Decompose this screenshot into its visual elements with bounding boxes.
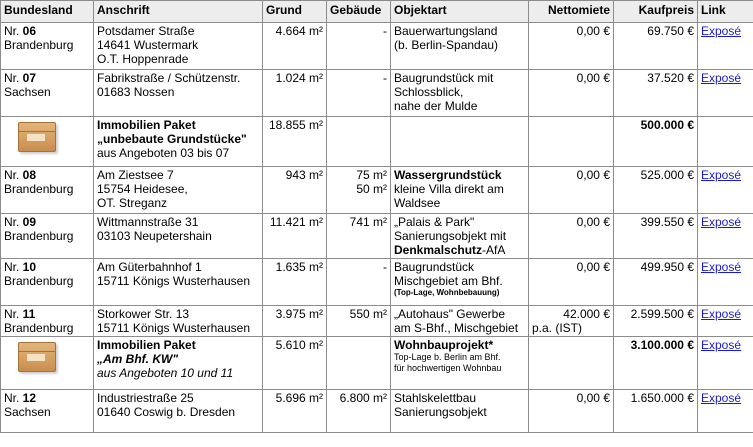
grund-cell: 18.855 m² (263, 117, 327, 167)
expose-link[interactable]: Exposé (701, 24, 742, 38)
grund-cell: 5.610 m² (263, 337, 327, 390)
bundesland-cell: Nr. 11 Brandenburg (1, 306, 94, 337)
table-row (1, 259, 753, 306)
address-cell: Wittmannstraße 31 03103 Neupetershain (94, 214, 263, 259)
grund-cell: 3.975 m² (263, 306, 327, 337)
col-header-nettomiete: Nettomiete (529, 1, 614, 23)
link-cell (698, 259, 753, 306)
listing-number: 06 (22, 24, 37, 38)
gebaeude-cell: - (327, 23, 391, 70)
expose-link[interactable]: Exposé (701, 260, 742, 274)
bundesland-cell: Nr. 07 Sachsen (1, 70, 94, 117)
link-cell (698, 337, 753, 390)
gebaeude-cell: 6.800 m² (327, 390, 391, 433)
grund-cell: 943 m² (263, 167, 327, 214)
nettomiete-cell (529, 117, 614, 167)
table-row (1, 214, 753, 259)
package-row (1, 337, 753, 390)
header-row (1, 1, 753, 23)
kaufpreis-cell: 37.520 € (614, 70, 698, 117)
grund-cell: 11.421 m² (263, 214, 327, 259)
listing-number: 09 (22, 215, 37, 229)
col-header-gebaeude: Gebäude (327, 1, 391, 23)
address-cell: Storkower Str. 13 15711 Königs Wusterhausen (94, 306, 263, 337)
objektart-cell: „Autohaus" Gewerbe am S-Bhf., Mischgebiet (391, 306, 529, 337)
expose-link[interactable]: Exposé (701, 391, 742, 405)
gebaeude-cell (327, 337, 391, 390)
kaufpreis-cell: 500.000 € (614, 117, 698, 167)
objektart-cell: Wassergrundstück kleine Villa direkt am Waldsee (391, 167, 529, 214)
nettomiete-cell (529, 337, 614, 390)
col-header-anschrift: Anschrift (94, 1, 263, 23)
objektart-cell: Baugrundstück mit Schlossblick, nahe der Mulde (391, 70, 529, 117)
kaufpreis-cell: 3.100.000 € (614, 337, 698, 390)
link-cell (698, 23, 753, 70)
listing-number: 10 (22, 260, 37, 274)
objektart-cell: Baugrundstück Mischgebiet am Bhf. (Top-Lage, Wohnbebauung) (391, 259, 529, 306)
expose-link[interactable]: Exposé (701, 215, 742, 229)
package-description-cell: Immobilien Paket „unbebaute Grundstücke" aus Angeboten 03 bis 07 (94, 117, 263, 167)
address-cell: Industriestraße 25 01640 Coswig b. Dresden (94, 390, 263, 433)
address-cell: Am Ziestsee 7 15754 Heidesee, OT. Streganz (94, 167, 263, 214)
kaufpreis-cell: 69.750 € (614, 23, 698, 70)
listing-number: 11 (22, 307, 36, 321)
kaufpreis-cell: 399.550 € (614, 214, 698, 259)
objektart-cell: Stahlskelettbau Sanierungsobjekt (391, 390, 529, 433)
bundesland-cell: Nr. 06 Brandenburg (1, 23, 94, 70)
expose-link[interactable]: Exposé (701, 71, 742, 85)
objektart-cell: „Palais & Park" Sanierungsobjekt mit Denkmalschutz-AfA (391, 214, 529, 259)
col-header-objektart: Objektart (391, 1, 529, 23)
objektart-cell: Wohnbauprojekt* Top-Lage b. Berlin am Bhf. für hochwertigen Wohnbau (391, 337, 529, 390)
bundesland-cell: Nr. 10 Brandenburg (1, 259, 94, 306)
listing-number: 08 (22, 168, 37, 182)
link-cell (698, 390, 753, 433)
nettomiete-cell: 0,00 € (529, 70, 614, 117)
nettomiete-cell: 42.000 € p.a. (IST) (529, 306, 614, 337)
table-row (1, 167, 753, 214)
link-cell (698, 306, 753, 337)
gebaeude-cell: 741 m² (327, 214, 391, 259)
kaufpreis-cell: 499.950 € (614, 259, 698, 306)
objektart-cell: Bauerwartungsland (b. Berlin-Spandau) (391, 23, 529, 70)
col-header-kaufpreis: Kaufpreis (614, 1, 698, 23)
link-cell (698, 70, 753, 117)
kaufpreis-cell: 2.599.500 € (614, 306, 698, 337)
package-box-icon (18, 342, 56, 372)
package-image-cell (1, 117, 94, 167)
gebaeude-cell: - (327, 70, 391, 117)
listing-number: 12 (22, 391, 37, 405)
nettomiete-cell: 0,00 € (529, 259, 614, 306)
col-header-bundesland: Bundesland (1, 1, 94, 23)
kaufpreis-cell: 525.000 € (614, 167, 698, 214)
address-cell: Fabrikstraße / Schützenstr. 01683 Nossen (94, 70, 263, 117)
kaufpreis-cell: 1.650.000 € (614, 390, 698, 433)
gebaeude-cell (327, 117, 391, 167)
nettomiete-cell: 0,00 € (529, 390, 614, 433)
package-box-icon (18, 122, 56, 152)
expose-link[interactable]: Exposé (701, 338, 742, 352)
gebaeude-cell: 75 m² 50 m² (327, 167, 391, 214)
objektart-cell (391, 117, 529, 167)
gebaeude-cell: - (327, 259, 391, 306)
link-cell (698, 167, 753, 214)
grund-cell: 5.696 m² (263, 390, 327, 433)
expose-link[interactable]: Exposé (701, 168, 742, 182)
expose-link[interactable]: Exposé (701, 307, 742, 321)
grund-cell: 4.664 m² (263, 23, 327, 70)
package-row (1, 117, 753, 167)
nettomiete-cell: 0,00 € (529, 167, 614, 214)
package-description-cell: Immobilien Paket „Am Bhf. KW" aus Angeboten 10 und 11 (94, 337, 263, 390)
bundesland-cell: Nr. 08 Brandenburg (1, 167, 94, 214)
listing-number: 07 (22, 71, 37, 85)
col-header-grund: Grund (263, 1, 327, 23)
package-image-cell (1, 337, 94, 390)
gebaeude-cell: 550 m² (327, 306, 391, 337)
col-header-link: Link (698, 1, 753, 23)
bundesland-cell: Nr. 09 Brandenburg (1, 214, 94, 259)
nettomiete-cell: 0,00 € (529, 23, 614, 70)
table-row (1, 23, 753, 70)
address-cell: Am Güterbahnhof 1 15711 Königs Wusterhausen (94, 259, 263, 306)
grund-cell: 1.024 m² (263, 70, 327, 117)
link-cell (698, 117, 753, 167)
table-row (1, 390, 753, 433)
nettomiete-cell: 0,00 € (529, 214, 614, 259)
table-row (1, 306, 753, 337)
link-cell (698, 214, 753, 259)
bundesland-cell: Nr. 12 Sachsen (1, 390, 94, 433)
table-row (1, 70, 753, 117)
grund-cell: 1.635 m² (263, 259, 327, 306)
address-cell: Potsdamer Straße 14641 Wustermark O.T. Hoppenrade (94, 23, 263, 70)
